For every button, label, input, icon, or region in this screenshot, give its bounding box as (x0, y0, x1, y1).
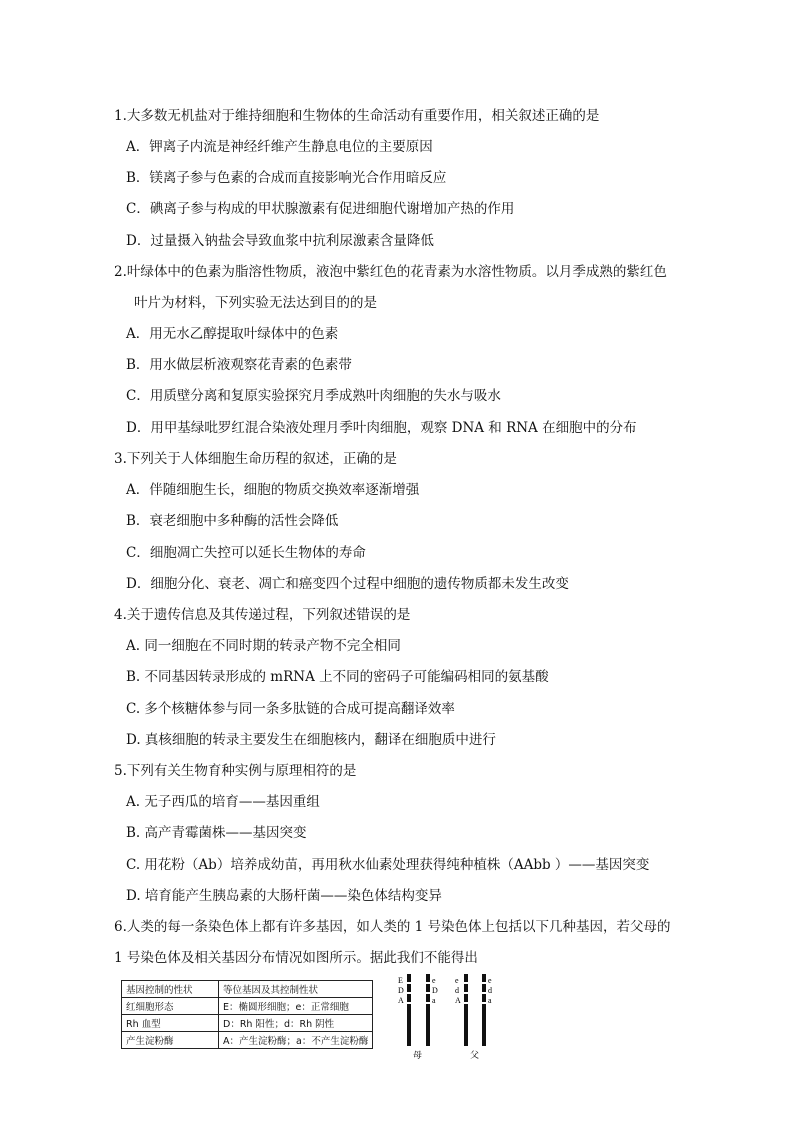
gene-label: A (455, 996, 461, 1005)
question-2-option-d: D．用甲基绿吡罗红混合染液处理月季叶肉细胞，观察 DNA 和 RNA 在细胞中的分布 (126, 420, 637, 436)
question-4-option-c: C. 多个核糖体参与同一条多肽链的合成可提高翻译效率 (126, 701, 455, 717)
question-5-option-d: D. 培育能产生胰岛素的大肠杆菌——染色体结构变异 (126, 888, 442, 904)
table-cell: 产生淀粉酶 (122, 1032, 219, 1049)
question-1-option-b: B．镁离子参与色素的合成而直接影响光合作用暗反应 (126, 170, 447, 186)
gene-label: A (398, 996, 404, 1005)
gene-label: D (432, 986, 438, 995)
mother-chromosome-right (426, 974, 430, 1046)
question-2-option-a: A．用无水乙醇提取叶绿体中的色素 (126, 326, 339, 342)
question-5-option-a: A. 无子西瓜的培育——基因重组 (126, 794, 320, 810)
question-1-stem: 1.大多数无机盐对于维持细胞和生物体的生命活动有重要作用，相关叙述正确的是 (114, 108, 600, 124)
table-header-cell: 等位基因及其控制性状 (219, 981, 373, 998)
gene-band (482, 982, 486, 984)
question-3-stem: 3.下列关于人体细胞生命历程的叙述，正确的是 (114, 451, 397, 467)
table-cell: D：Rh 阳性；d：Rh 阴性 (219, 1015, 373, 1032)
question-5-option-b: B. 高产青霉菌株——基因突变 (126, 825, 307, 841)
question-4-stem: 4.关于遗传信息及其传递过程，下列叙述错误的是 (114, 607, 411, 623)
question-3-option-b: B．衰老细胞中多种酶的活性会降低 (126, 513, 339, 529)
question-1-option-c: C．碘离子参与构成的甲状腺激素有促进细胞代谢增加产热的作用 (126, 201, 515, 217)
table-cell: 红细胞形态 (122, 998, 219, 1015)
gene-label: D (398, 986, 404, 995)
question-1-option-d: D．过量摄入钠盐会导致血浆中抗利尿激素含量降低 (126, 233, 434, 249)
gene-band (407, 982, 411, 984)
table-header-cell: 基因控制的性状 (122, 981, 219, 998)
table-row (122, 1015, 373, 1032)
table-cell: A：产生淀粉酶；a：不产生淀粉酶 (219, 1032, 373, 1049)
question-2-stem-cont: 叶片为材料，下列实验无法达到目的的是 (134, 295, 377, 311)
table-cell: Rh 血型 (122, 1015, 219, 1032)
gene-band (426, 1002, 430, 1004)
question-4-option-d: D. 真核细胞的转录主要发生在细胞核内，翻译在细胞质中进行 (126, 732, 496, 748)
gene-band (426, 992, 430, 994)
question-6-stem: 6.人类的每一条染色体上都有许多基因，如人类的 1 号染色体上包括以下几种基因，若父母的 (114, 919, 671, 935)
table-row (122, 998, 373, 1015)
father-chromosome-right (482, 974, 486, 1046)
gene-label: a (432, 996, 436, 1005)
table-header-row (122, 981, 373, 998)
question-3-option-a: A．伴随细胞生长，细胞的物质交换效率逐渐增强 (126, 482, 420, 498)
question-2-option-c: C．用质壁分离和复原实验探究月季成熟叶肉细胞的失水与吸水 (126, 388, 501, 404)
table-cell: E：椭圆形细胞；e：正常细胞 (219, 998, 373, 1015)
gene-band (482, 992, 486, 994)
question-5-option-c: C. 用花粉（Ab）培养成幼苗，再用秋水仙素处理获得纯种植株（AAbb ）——基因突变 (126, 857, 650, 873)
father-chromosome-left (464, 974, 468, 1046)
question-1-option-a: A．钾离子内流是神经纤维产生静息电位的主要原因 (126, 139, 433, 155)
gene-label: d (488, 986, 492, 995)
question-3-option-c: C．细胞凋亡失控可以延长生物体的寿命 (126, 545, 366, 561)
gene-label: e (455, 976, 459, 985)
gene-label: e (488, 976, 492, 985)
gene-label: e (432, 976, 436, 985)
mother-label: 母 (413, 1050, 423, 1060)
gene-label: d (455, 986, 459, 995)
gene-band (464, 982, 468, 984)
question-2-stem: 2.叶绿体中的色素为脂溶性物质，液泡中紫红色的花青素为水溶性物质。以月季成熟的紫红色 (114, 264, 667, 280)
gene-band (426, 982, 430, 984)
question-6-stem-cont: 1 号染色体及相关基因分布情况如图所示。据此我们不能得出 (114, 950, 478, 966)
gene-band (464, 1002, 468, 1004)
question-4-option-b: B. 不同基因转录形成的 mRNA 上不同的密码子可能编码相同的氨基酸 (126, 669, 549, 685)
question-4-option-a: A. 同一细胞在不同时期的转录产物不完全相同 (126, 638, 401, 654)
mother-chromosome-left (407, 974, 411, 1046)
question-5-stem: 5.下列有关生物育种实例与原理相符的是 (114, 763, 357, 779)
chromosome-figure (396, 970, 496, 1060)
gene-band (482, 1002, 486, 1004)
gene-label: a (488, 996, 492, 1005)
question-3-option-d: D．细胞分化、衰老、凋亡和癌变四个过程中细胞的遗传物质都未发生改变 (126, 576, 569, 592)
gene-table (121, 980, 373, 1049)
gene-band (464, 992, 468, 994)
question-2-option-b: B．用水做层析液观察花青素的色素带 (126, 357, 352, 373)
gene-band (407, 992, 411, 994)
table-row (122, 1032, 373, 1049)
gene-label: E (398, 976, 403, 985)
gene-band (407, 1002, 411, 1004)
father-label: 父 (470, 1050, 480, 1060)
